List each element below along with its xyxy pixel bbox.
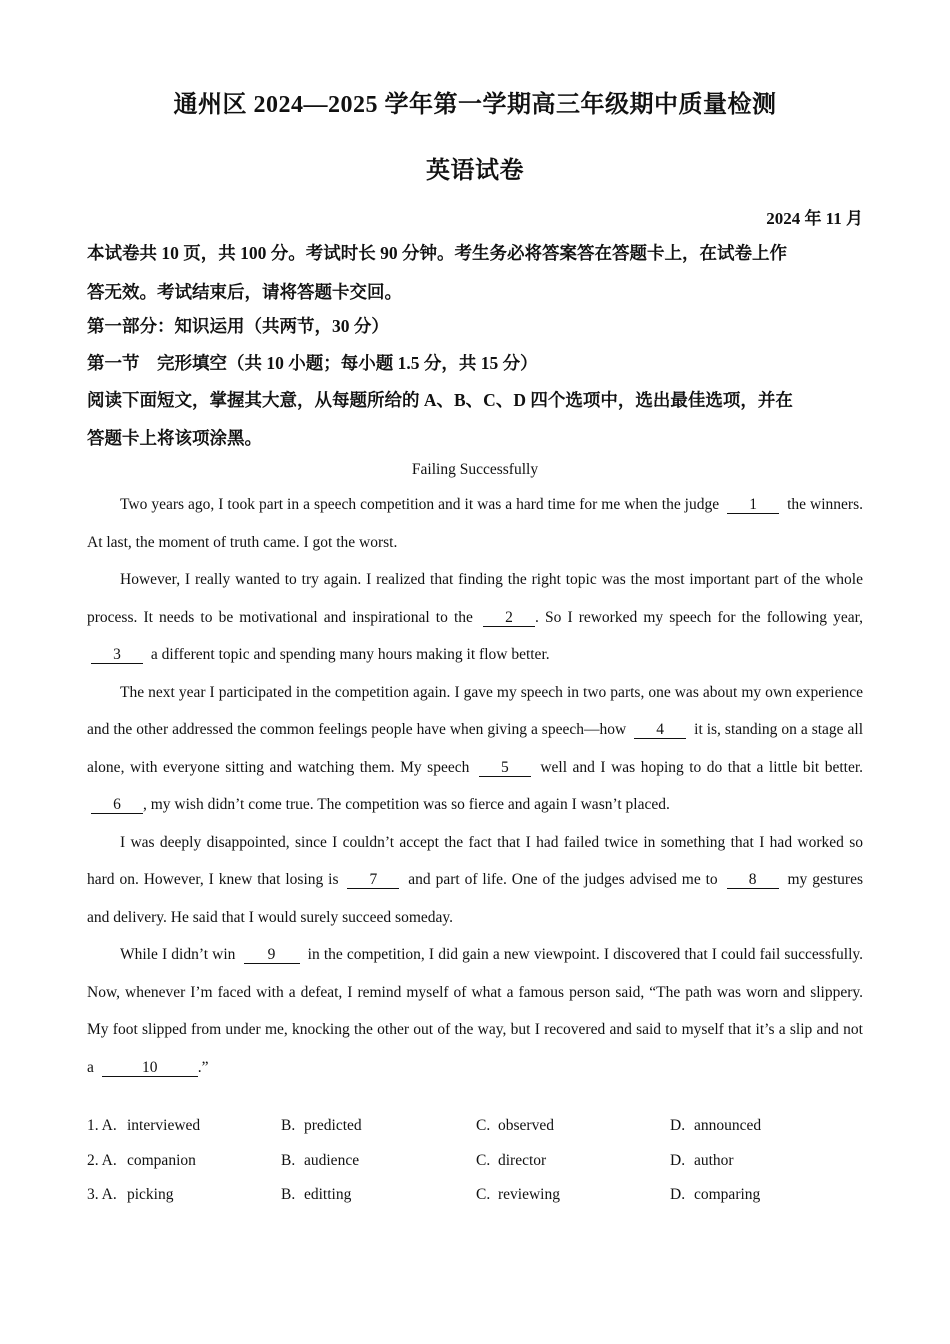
p1-text-a: Two years ago, I took part in a speech competition and it was a hard time for me when the judge [120,496,720,513]
exam-title: 通州区 2024—2025 学年第一学期高三年级期中质量检测 [173,92,777,118]
q2-option-b: audience [304,1151,360,1169]
p3-text-d: , my wish didn’t come true. The competition was so fierce and again I wasn’t placed. [143,796,670,813]
q2-label-c: C. [476,1151,491,1169]
p2-text-b: . So I reworked my speech for the following year, [535,608,864,626]
instructions-line-2: 答无效。考试结束后，请将答题卡交回。 [87,282,402,302]
q2-option-c: director [498,1151,547,1169]
q2-option-d: author [694,1151,734,1169]
p4-text-b: and part of life. One of the judges advised me to [408,871,718,888]
q1-option-b: predicted [304,1117,362,1134]
p5-text-c: .” [197,1058,209,1076]
q3-option-b: editting [304,1186,352,1203]
paragraph-5 [87,936,863,1086]
p3-text-b: it is, standing on a stage all alone, with everyone sitting and watching them. My speech [87,721,864,776]
directions-line-2: 答题卡上将该项涂黑。 [87,428,262,448]
p5-text-a: While I didn’t win [120,946,236,963]
q1-option-c: observed [498,1117,554,1134]
q3-option-d: comparing [694,1186,761,1203]
blank-2: 2 [483,609,535,627]
q1-option-d: announced [694,1117,762,1134]
p5-text-b: in the competition, I did gain a new viewpoint. I discovered that I could fail successfully. Now, whenever I’m faced with a defeat, I remind myself of what a famous person said, “The path was worn and slippery. My foot slipped from under me, knocking the other out of the way, but I recovered and said to myself that it’s a slip and not a [87,946,864,1076]
paragraph-1 [87,486,863,561]
passage-body [87,486,863,1086]
question-3 [87,1186,863,1221]
p2-text-c: a different topic and spending many hours making it flow better. [150,646,550,663]
paragraph-2 [87,561,863,674]
q1-option-a: interviewed [127,1117,201,1134]
exam-date: 2024 年 11 月 [766,209,863,228]
blank-7: 7 [347,871,399,889]
paragraph-4 [87,824,863,937]
paragraph-3 [87,674,863,824]
q1-label-b: B. [281,1117,296,1134]
question-2 [87,1152,863,1187]
question-1 [87,1117,863,1152]
q3-option-c: reviewing [498,1186,560,1203]
p3-text-c: well and I was hoping to do that a little bit better. [540,758,864,776]
exam-subtitle: 英语试卷 [426,158,524,184]
blank-9: 9 [244,946,300,964]
q3-option-a: picking [127,1186,174,1203]
q3-number: 3. A. [87,1186,117,1203]
passage-title: Failing Successfully [411,461,539,478]
q1-label-c: C. [476,1117,491,1134]
question-options [87,1117,863,1221]
q3-label-b: B. [281,1186,296,1203]
q2-label-b: B. [281,1151,296,1169]
instructions-line-1: 本试卷共 10 页，共 100 分。考试时长 90 分钟。考生务必将答案答在答题卡上，在试卷上作 [87,243,787,263]
part-heading: 第一部分：知识运用（共两节，30 分） [87,316,389,336]
blank-8: 8 [727,871,779,889]
section-heading: 第一节 完形填空（共 10 小题；每小题 1.5 分，共 15 分） [87,353,538,373]
blank-6: 6 [91,796,143,814]
directions-line-1: 阅读下面短文，掌握其大意，从每题所给的 A、B、C、D 四个选项中，选出最佳选项，并在 [87,390,793,410]
q2-label-d: D. [670,1151,686,1169]
q1-label-d: D. [670,1117,686,1134]
blank-5: 5 [479,759,531,777]
q3-label-c: C. [476,1186,491,1203]
blank-3: 3 [91,646,143,664]
p1-text-b: the winners. At last, the moment of truth came. I got the worst. [87,496,864,551]
p4-text-a: I was deeply disappointed, since I couldn’t accept the fact that I had failed twice in something that I had worked so hard on. However, I knew that losing is [87,833,863,888]
p2-text-a: However, I really wanted to try again. I realized that finding the right topic was the most important part of the whole process. It needs to be motivational and inspirational to the [87,571,863,626]
q2-number: 2. A. [87,1151,117,1169]
p3-text-a: The next year I participated in the competition again. I gave my speech in two parts, one was about my own experience and the other addressed the common feelings people have when giving a speech—how [87,683,863,738]
blank-10: 10 [102,1059,198,1077]
blank-4: 4 [634,721,686,739]
q2-option-a: companion [127,1151,196,1169]
q1-number: 1. A. [87,1117,117,1134]
q3-label-d: D. [670,1186,686,1203]
p4-text-c: my gestures and delivery. He said that I would surely succeed someday. [87,871,863,926]
blank-1: 1 [727,496,779,514]
